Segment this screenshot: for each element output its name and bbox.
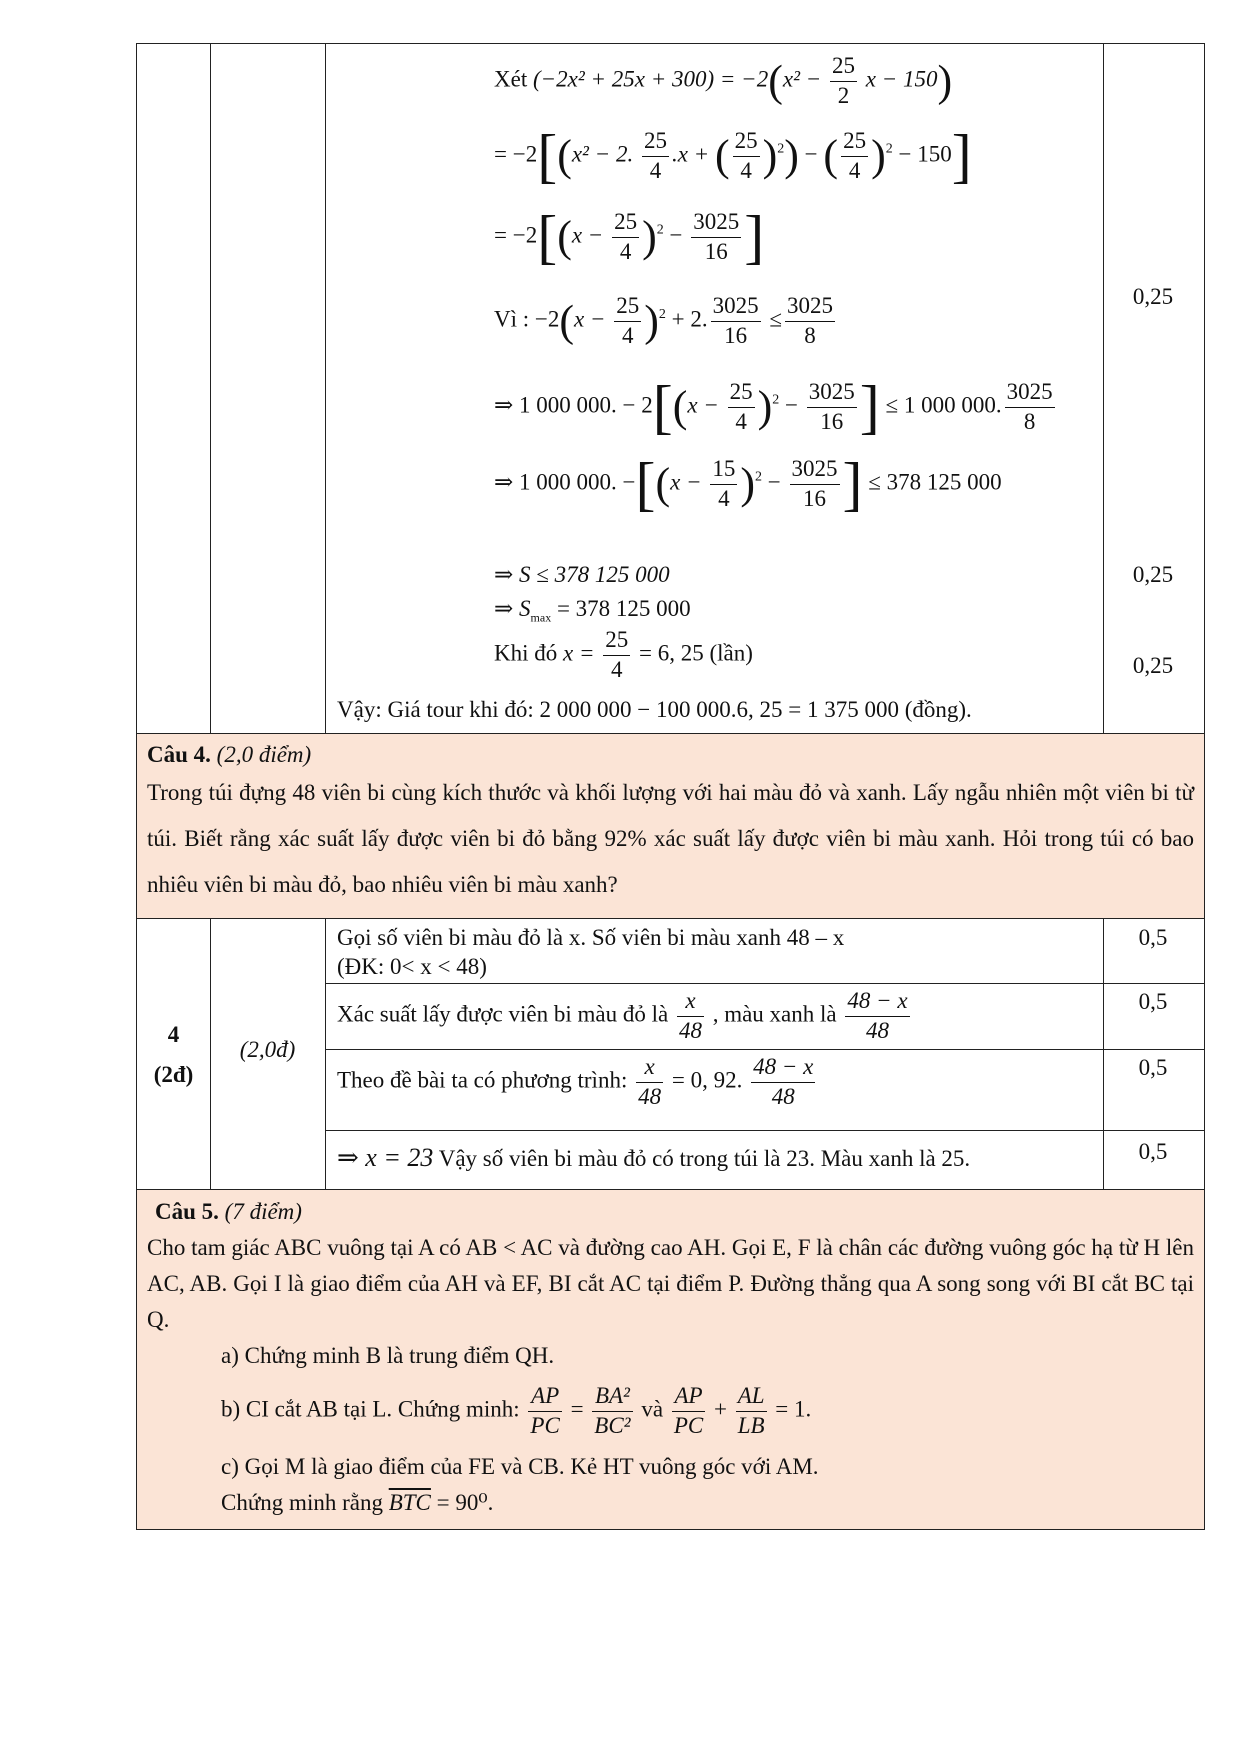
question-5a: a) Chứng minh B là trung điểm QH.	[221, 1343, 555, 1368]
question-number-cell: 4 (2đ)	[153, 1022, 194, 1087]
question-5-box	[136, 1189, 1205, 1530]
points-cell: (2,0đ)	[239, 1037, 296, 1062]
question-5-title: Câu 5. (7 điểm)	[155, 1199, 302, 1224]
question-4-title: Câu 4. (2,0 điểm)	[147, 742, 312, 767]
question-5-text: Cho tam giác ABC vuông tại A có AB < AC và đường cao AH. Gọi E, F là chân các đường vuông góc hạ từ H lên AC, AB. Gọi I là giao điểm của AH và EF, BI cắt AC tại điểm P. Đường thẳng qua A song song với BI cắt BC tại Q.	[147, 1235, 1194, 1332]
score-cell: 0,5	[1138, 1139, 1168, 1164]
math-line-2: = −2[(x² − 2. $\frac{25}{4}$ .x + ( $\frac{25}{4}$ )$^2$) − ( $\frac{25}{4}$ )$^2$ − 150]	[494, 123, 972, 189]
solution-row-2: Xác suất lấy được viên bi màu đỏ là $\frac{x}{48}$ , màu xanh là $\frac{48 - x}{48}$	[337, 988, 908, 1043]
math-line-9: Khi đó x = $\frac{25}{4}$ = 6, 25 (lần)	[494, 627, 753, 682]
solution-row-4: ⇒ x = 23 Vậy số viên bi màu đỏ có trong túi là 23. Màu xanh là 25.	[337, 1143, 971, 1172]
math-line-3: = −2[(x − $\frac{25}{4}$ )$^2$ − $\frac{3025}{16}$ ]	[494, 204, 765, 270]
column-divider	[1103, 44, 1104, 733]
math-line-8: ⇒ $S_{max} = 378$ 125 000	[494, 596, 691, 625]
column-divider	[210, 44, 211, 733]
solution-table-q3	[136, 43, 1205, 734]
column-divider	[325, 44, 326, 733]
question-4-text: Trong túi đựng 48 viên bi cùng kích thước và khối lượng với hai màu đỏ và xanh. Lấy ngẫu nhiên một viên bi từ túi. Biết rằng xác suất lấy được viên bi đỏ bằng 92% xác suất lấy được viên bi màu xanh. Hỏi trong túi có bao nhiêu viên bi màu đỏ, bao nhiêu viên bi màu xanh?	[147, 780, 1194, 897]
question-5c: c) Gọi M là giao điểm của FE và CB. Kẻ HT vuông góc với AM.	[221, 1453, 819, 1479]
question-4-box	[136, 734, 1205, 919]
score-cell: 0,25	[1132, 653, 1174, 678]
score-cell: 0,5	[1138, 925, 1168, 950]
solution-table-q4	[136, 919, 1205, 1189]
solution-row-3: Theo đề bài ta có phương trình: $\frac{x}{48}$ = 0, 92. $\frac{48 - x}{48}$	[337, 1054, 814, 1109]
math-line-4: Vì : −2(x − $\frac{25}{4}$ )$^2$ + 2. $\frac{3025}{16}$ ≤ $\frac{3025}{8}$	[494, 293, 834, 348]
row-divider	[325, 1049, 1204, 1050]
document-page	[136, 43, 1205, 1530]
row-divider	[325, 983, 1204, 984]
math-line-6: ⇒ 1 000 000. −[(x − $\frac{15}{4}$ )$^2$ − $\frac{3025}{16}$ ] ≤ 378 125 000	[494, 451, 1002, 517]
column-divider	[325, 919, 326, 1189]
score-cell: 0,5	[1138, 1055, 1168, 1080]
solution-row-1: Gọi số viên bi màu đỏ là x. Số viên bi màu xanh 48 – x (ĐK: 0< x < 48)	[337, 925, 845, 979]
math-line-1: Xét (−2x² + 25x + 300) = −2(x² − $\frac{25}{2}$ x − 150)	[494, 53, 953, 108]
question-5c-conclusion: Chứng minh rằng $\overline{BTC} = 90^0$.	[221, 1489, 494, 1515]
math-line-7: ⇒ S ≤ 378 125 000	[494, 562, 670, 587]
math-line-5: ⇒ 1 000 000. − 2[(x − $\frac{25}{4}$ )$^2$ − $\frac{3025}{16}$ ] ≤ 1 000 000. $\frac{3025}{8}$	[494, 374, 1053, 440]
question-5b: b) CI cắt AB tại L. Chứng minh: $\frac{AP}{PC}$ = $\frac{\text{BA²}}{\text{BC²}}$ và $\frac{AP}{PC}$ + $\frac{AL}{LB}$ = 1.	[221, 1383, 812, 1438]
math-line-10: Vậy: Giá tour khi đó: 2 000 000 − 100 000.6, 25 = 1 375 000 (đồng).	[337, 697, 972, 722]
score-cell: 0,5	[1138, 989, 1168, 1014]
score-cell: 0,25	[1132, 284, 1174, 309]
score-cell: 0,25	[1132, 562, 1174, 587]
row-divider	[325, 1130, 1204, 1131]
